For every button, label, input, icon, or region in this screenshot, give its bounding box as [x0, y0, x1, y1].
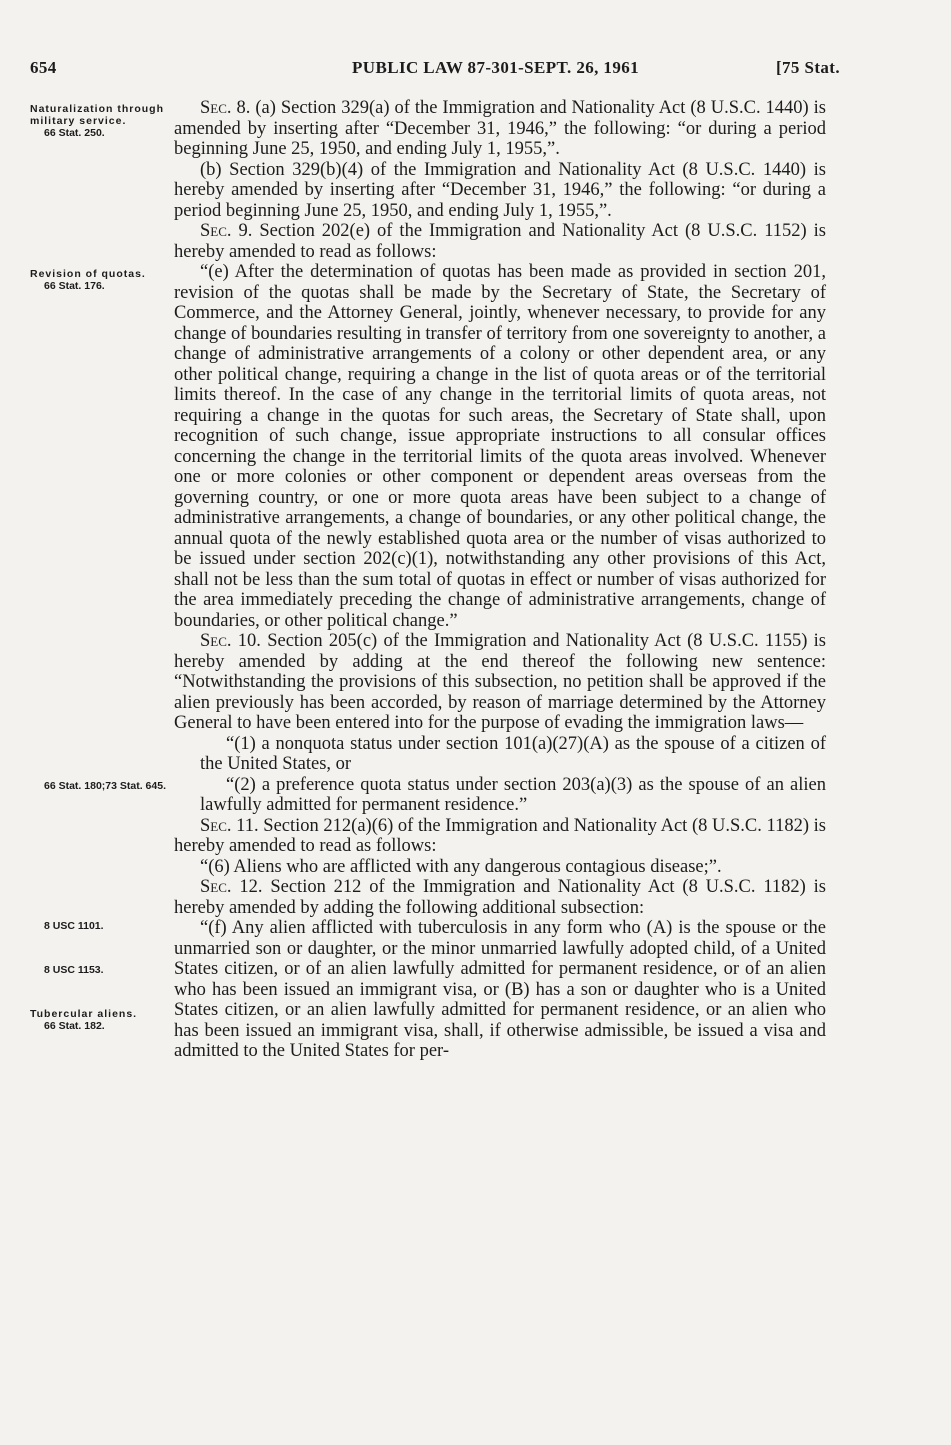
margin-note-title: Revision of quotas.: [30, 268, 146, 280]
running-head: PUBLIC LAW 87-301-SEPT. 26, 1961: [352, 58, 640, 77]
section-label: Sec. 12.: [200, 877, 263, 897]
section-label: Sec. 11.: [200, 815, 259, 836]
page-number: 654: [30, 58, 57, 77]
paragraph-text: “(e) After the determination of quotas has been made as provided in section 201, revision of the quotas shall be made by the Secretary of State, the Secretary of Commerce, and the Attorney General, jointly, whenever necessary, to provide for any change of boundaries resulting in transfer of territory from one sovereignty to another, a change of administrative arrangements of a colony or other dependent area, or any other political change, requiring a change in the list of quota areas or of the territorial limits thereof. In the case of any change in the territorial limits of quota areas, not requiring a change in the quotas for such areas, the Secretary of State shall, upon recognition of such change, issue appropriate instructions to all consular offices concerning the change in the territorial limits of the quota areas involved. Whenever one or more colonies or other component or dependent areas overseas from the governing country, or one or more quota areas have been subject to a change of administrative arrangements, a change of boundaries, or any other political change, the annual quota of the newly established quota area or the number of visas authorized to be issued under section 202(c)(1), notwithstanding any other provisions of this Act, shall not be less than the sum total of quotas in effect or number of visas authorized for the area immediately preceding the change of administrative arrangements, change of boundaries, or other political change.”: [174, 262, 826, 631]
margin-note-naturalization: [30, 103, 168, 139]
page-header: [30, 58, 840, 84]
margin-note-tubercular-aliens: [30, 1008, 168, 1032]
margin-note-title: Naturalization through military service.: [30, 103, 164, 127]
paragraph-text: Section 202(e) of the Immigration and Nationality Act (8 U.S.C. 1152) is hereby amended to read as follows:: [174, 221, 826, 262]
section-8b: [174, 160, 826, 222]
section-10: [174, 631, 826, 734]
paragraph-text: Section 205(c) of the Immigration and Nationality Act (8 U.S.C. 1155) is hereby amended by adding at the end thereof the following new sentence: “Notwithstanding the provisions of this subsection, no petition shall be approved if the alien previously has been accorded, by reason of marriage determined by the Attorney General to have been entered into for the purpose of evading the immigration laws—: [174, 631, 827, 733]
margin-note-stat-180: [30, 780, 168, 792]
section-9: [174, 221, 826, 262]
paragraph-text: “(1) a nonquota status under section 101(a)(27)(A) as the spouse of a citizen of the United States, or: [200, 733, 826, 774]
paragraph-text: “(f) Any alien afflicted with tuberculosis in any form who (A) is the spouse or the unmarried son or daughter, or the minor unmarried lawfully adopted child, of a United States citizen, or of an alien lawfully admitted for permanent residence, or of an alien who has been issued an immigrant visa, or (B) has a son or daughter who is a United States citizen, or an alien lawfully admitted for permanent residence, or an alien who has been issued an immigrant visa, shall, if otherwise admissible, be issued a visa and admitted to the United States for per-: [174, 918, 826, 1061]
section-8a: [174, 98, 826, 160]
margin-note-cite: 66 Stat. 176.: [44, 280, 105, 292]
body-text: [174, 98, 826, 1062]
paragraph-text: Section 212 of the Immigration and Nationality Act (8 U.S.C. 1182) is hereby amended by adding the following additional subsection:: [174, 877, 827, 918]
section-label: Sec. 9.: [200, 221, 253, 241]
section-11-quoted: [174, 857, 826, 878]
margin-note-8-usc-1101: [30, 920, 168, 932]
margin-note-revision-of-quotas: [30, 268, 168, 292]
section-12: [174, 877, 826, 918]
margin-note-cite: 8 USC 1153.: [44, 964, 104, 976]
paragraph-text: (a) Section 329(a) of the Immigration and Nationality Act (8 U.S.C. 1440) is amended by inserting after “December 31, 1946,” the following: “or during a period beginning June 25, 1950, and ending July 1, 1955,”.: [174, 98, 826, 159]
margin-note-8-usc-1153: [30, 964, 168, 976]
margin-note-title: Tubercular aliens.: [30, 1008, 138, 1020]
margin-note-cite: 66 Stat. 250.: [44, 127, 105, 139]
paragraph-text: Section 212(a)(6) of the Immigration and Nationality Act (8 U.S.C. 1182) is hereby amended to read as follows:: [174, 815, 827, 856]
margin-note-cite: 66 Stat. 182.: [44, 1020, 105, 1032]
section-10-item-2: [174, 775, 826, 816]
section-12-quoted: [174, 918, 826, 1062]
section-11: [174, 816, 826, 857]
margin-note-cite: 66 Stat. 180;73 Stat. 645.: [44, 780, 166, 792]
section-10-item-1: [174, 734, 826, 775]
section-label: Sec. 10.: [200, 631, 261, 651]
margin-note-cite: 8 USC 1101.: [44, 920, 104, 932]
section-9-quoted: [174, 262, 826, 631]
paragraph-text: “(2) a preference quota status under section 203(a)(3) as the spouse of an alien lawfully admitted for permanent residence.”: [200, 774, 826, 815]
paragraph-text: “(6) Aliens who are afflicted with any dangerous contagious disease;”.: [200, 856, 722, 877]
stat-reference: [75 Stat.: [775, 58, 840, 77]
section-label: Sec. 8.: [200, 98, 251, 118]
paragraph-text: (b) Section 329(b)(4) of the Immigration and Nationality Act (8 U.S.C. 1440) is hereby amended by inserting after “December 31, 1946,” the following: “or during a period beginning June 25, 1950, and ending July 1, 1955,”.: [174, 159, 826, 221]
